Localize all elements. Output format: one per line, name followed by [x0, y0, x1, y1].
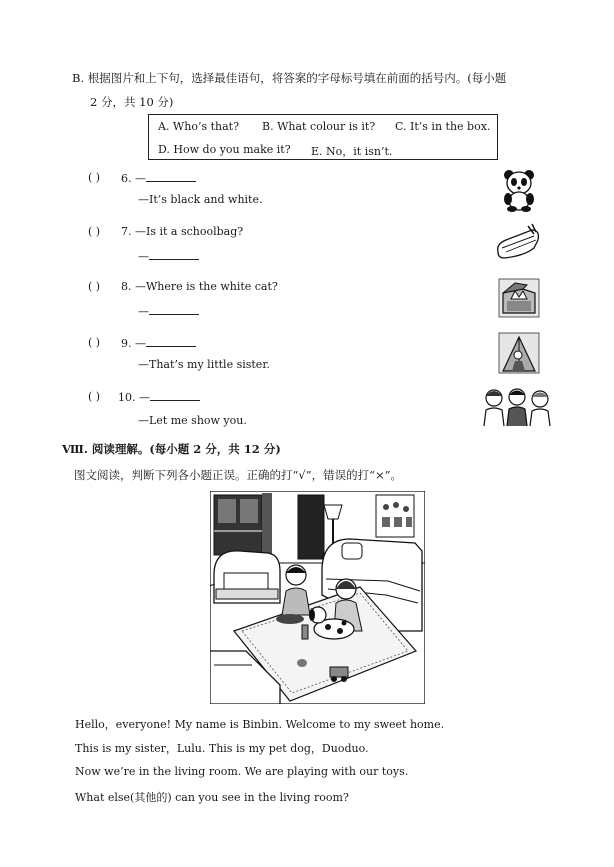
blank-line — [146, 171, 196, 182]
three-kids-icon — [480, 386, 554, 428]
question-6-line1: 6. — — [121, 171, 196, 185]
option-e: E. No，it isn’t. — [311, 145, 393, 158]
answer-paren-6[interactable]: ( ) — [88, 171, 101, 184]
passage-line-1: Hello，everyone! My name is Binbin. Welcome to my sweet home. — [75, 718, 445, 731]
pencil-case-icon — [494, 222, 542, 262]
question-6-line2: —It’s black and white. — [138, 193, 263, 206]
section-b-instruction: B. 根据图片和上下句，选择最佳语句，将答案的字母标号填在前面的括号内。(每小题 — [72, 71, 507, 85]
question-7-line2: — — [138, 249, 199, 263]
answer-paren-9[interactable]: ( ) — [88, 336, 101, 349]
living-room-illustration — [210, 491, 425, 704]
cat-in-box-icon — [497, 277, 541, 319]
section-viii-title: Ⅷ. 阅读理解。(每小题 2 分，共 12 分) — [62, 442, 281, 456]
question-9-line1: 9. — — [121, 336, 196, 350]
blank-line — [149, 249, 199, 260]
passage-line-4: What else(其他的) can you see in the living room? — [75, 791, 349, 804]
option-a: A. Who’s that? — [158, 120, 239, 133]
question-8-line2: — — [138, 304, 199, 318]
question-10-line1: 10. — — [118, 390, 200, 404]
answer-paren-10[interactable]: ( ) — [88, 390, 101, 403]
tent-girl-icon — [497, 331, 541, 375]
answer-paren-7[interactable]: ( ) — [88, 225, 101, 238]
option-b: B. What colour is it? — [262, 120, 376, 133]
blank-line — [146, 336, 196, 347]
section-b-score: 2 分，共 10 分) — [90, 95, 174, 109]
option-d: D. How do you make it? — [158, 143, 291, 156]
question-9-line2: —That’s my little sister. — [138, 358, 270, 371]
passage-line-2: This is my sister，Lulu. This is my pet dog，Duoduo. — [75, 742, 369, 755]
blank-line — [149, 304, 199, 315]
blank-line — [150, 390, 200, 401]
question-7-line1: 7. —Is it a schoolbag? — [121, 225, 244, 238]
question-8-line1: 8. —Where is the white cat? — [121, 280, 278, 293]
question-10-line2: —Let me show you. — [138, 414, 247, 427]
passage-line-3: Now we’re in the living room. We are playing with our toys. — [75, 765, 409, 778]
answer-paren-8[interactable]: ( ) — [88, 280, 101, 293]
panda-icon — [500, 168, 538, 212]
section-viii-instruction: 图文阅读，判断下列各小题正误。正确的打“√”，错误的打“×”。 — [74, 468, 402, 482]
option-c: C. It’s in the box. — [395, 120, 491, 133]
